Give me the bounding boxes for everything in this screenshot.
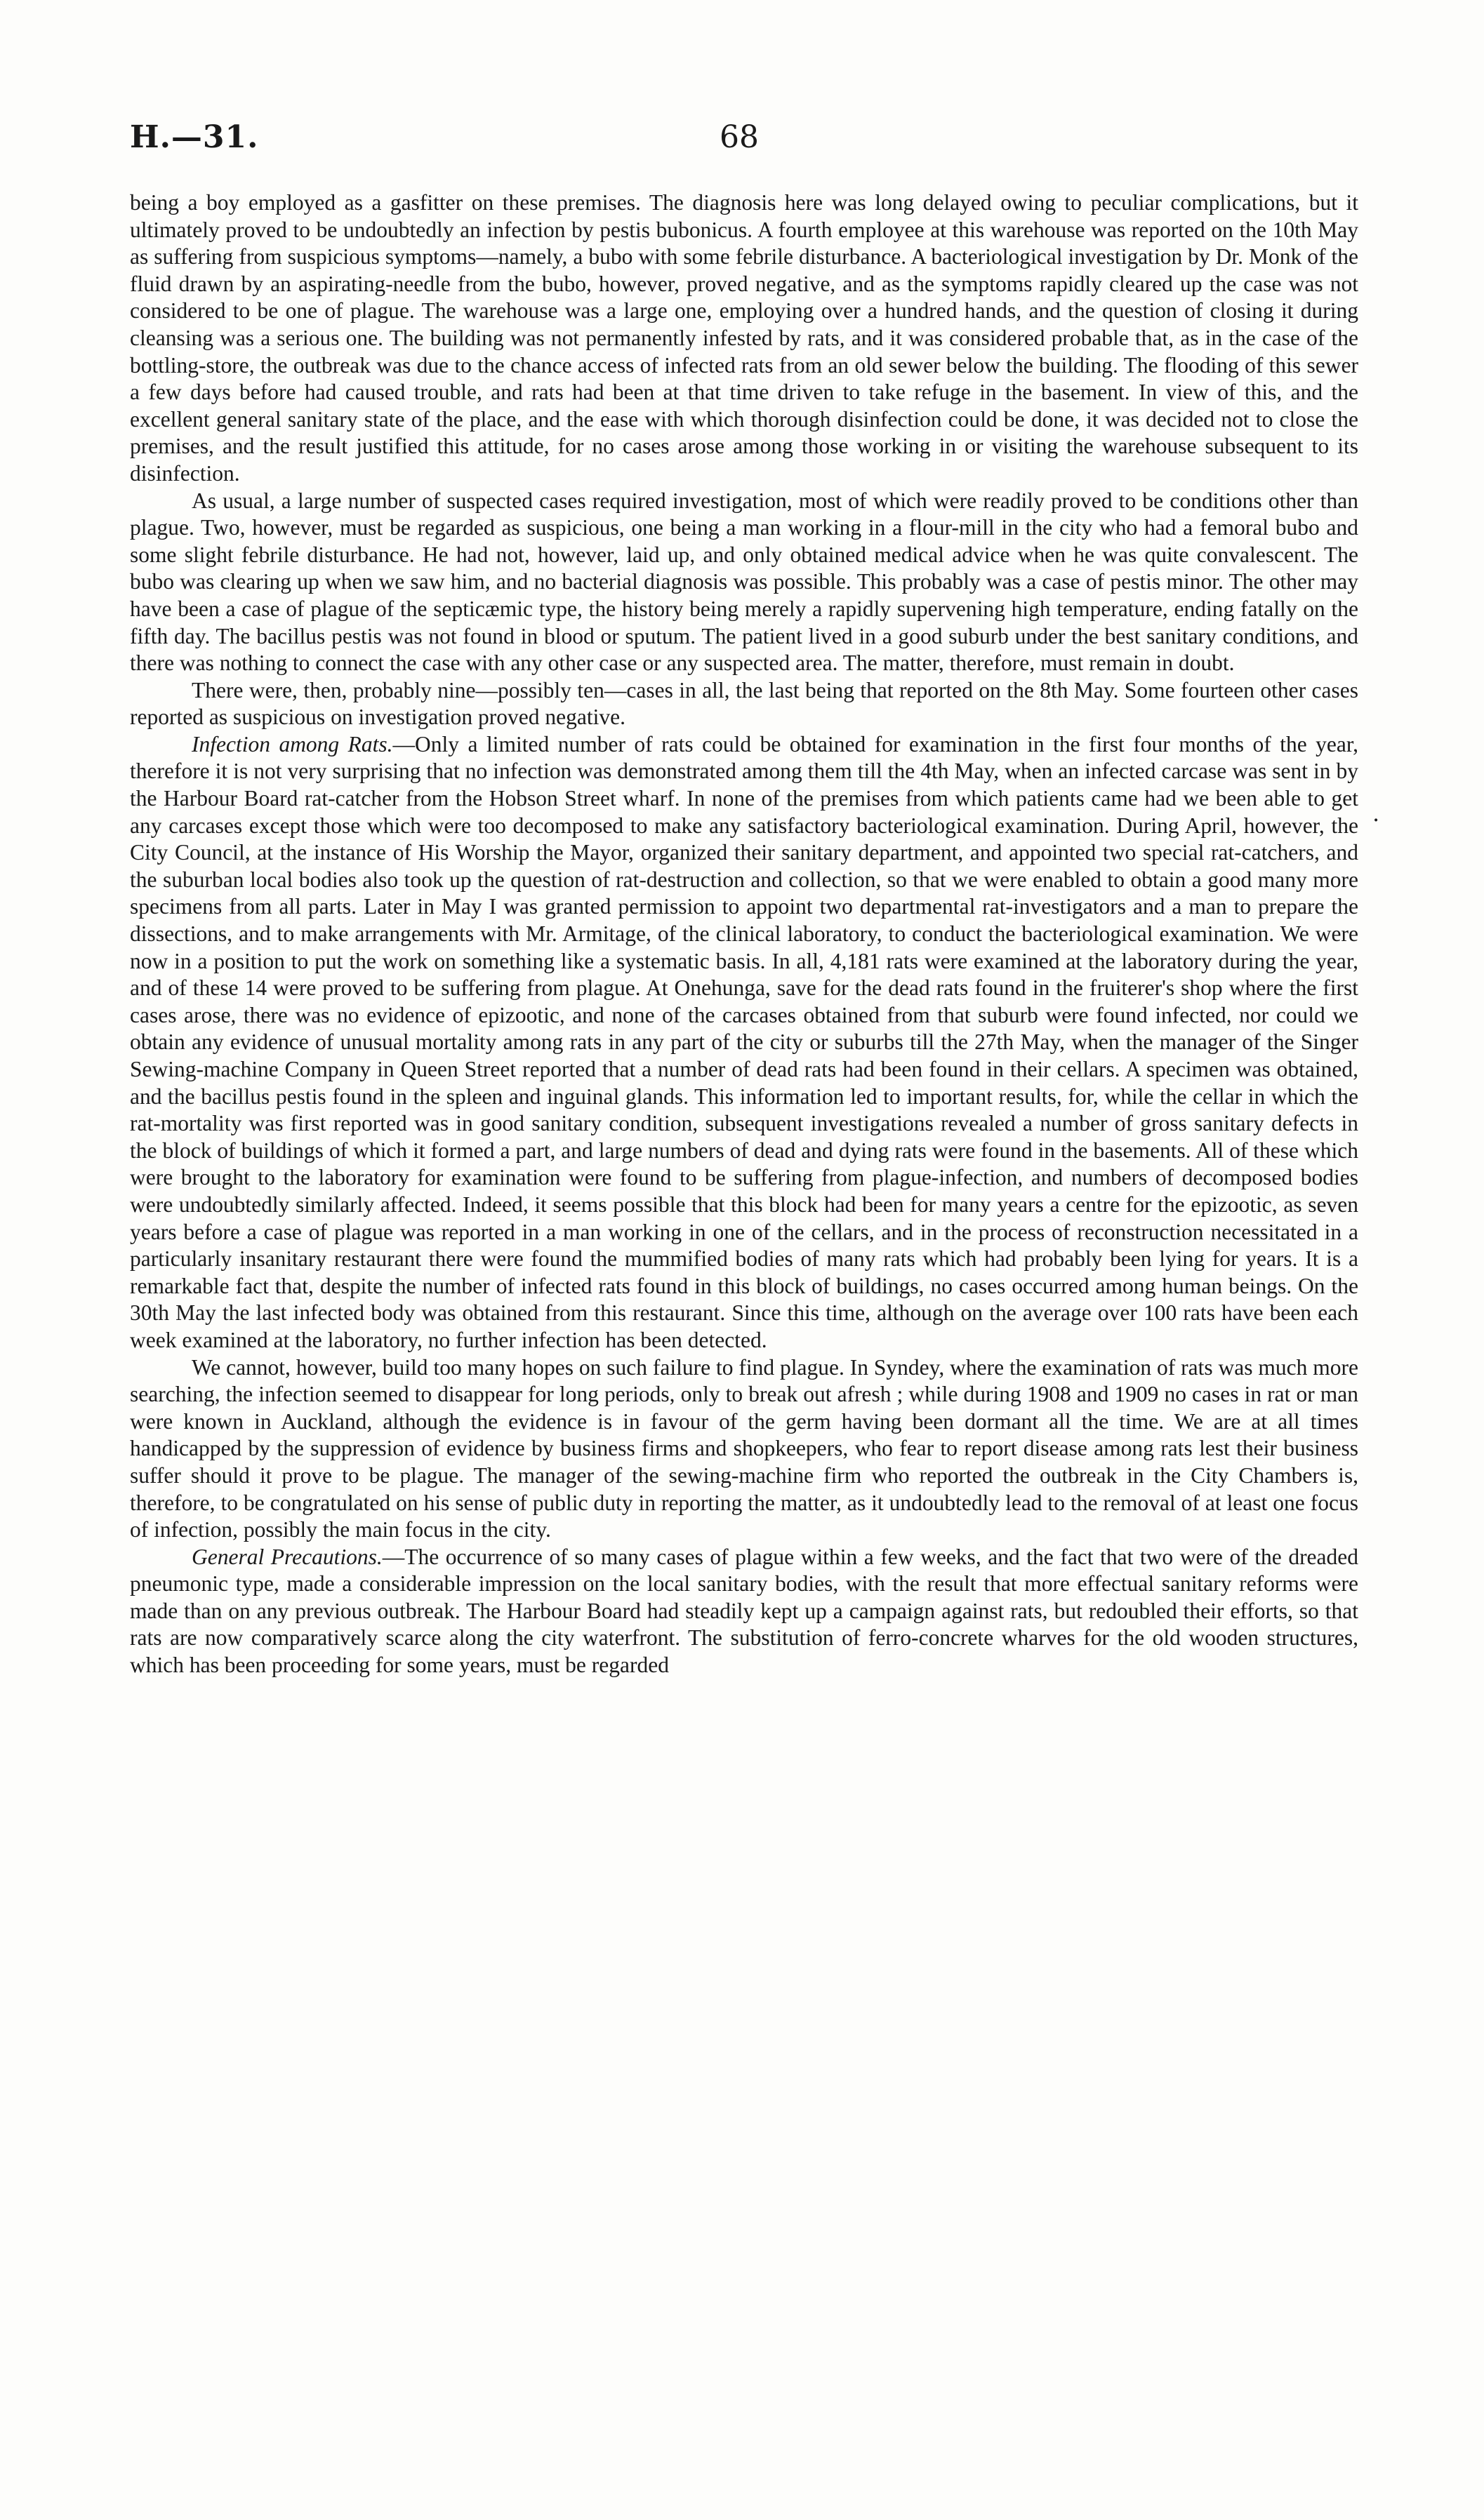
paragraph-failure-to-find-plague [130, 1354, 1358, 1544]
page-header [130, 119, 1358, 161]
paragraph-text: being a boy employed as a gasfitter on these premises. The diagnosis here was long delayed owing to peculiar complications, but it ultimately proved to be undoubtedly an infection by pestis bubonicus. A fourth employee at this warehouse was reported on the 10th May as suffering from suspicious symptoms—namely, a bubo with some febrile disturbance. A bacteriological investigation by Dr. Monk of the fluid drawn by an aspirating-needle from the bubo, however, proved negative, and as the symptoms rapidly cleared up the case was not considered to be one of plague. The warehouse was a large one, employing over a hundred hands, and the question of closing it during cleansing was a serious one. The building was not permanently infested by rats, and it was considered probable that, as in the case of the bottling-store, the outbreak was due to the chance access of infected rats from an old sewer below the building. The flooding of this sewer a few days before had caused trouble, and rats had been at that time driven to take refuge in the basement. In view of this, and the excellent general sanitary state of the place, and the ease with which thorough disinfection could be done, it was decided not to close the premises, and the result justified this attitude, for no cases arose among those working in or visiting the warehouse subsequent to its disinfection. [130, 190, 1358, 486]
paragraph-warehouse-case [130, 189, 1358, 488]
paragraph-general-precautions [130, 1544, 1358, 1679]
paragraph-text: As usual, a large number of suspected cases required investigation, most of which were readily proved to be conditions other than plague. Two, however, must be regarded as suspicious, one being a man working in a flour-mill in the city who had a femoral bubo and some slight febrile disturbance. He had not, however, laid up, and only obtained medical advice when he was quite convalescent. The bubo was clearing up when we saw him, and no bacterial diagnosis was possible. This probably was a case of pestis minor. The other may have been a case of plague of the septicæmic type, the history being merely a rapidly supervening high temperature, ending fatally on the fifth day. The bacillus pestis was not found in blood or sputum. The patient lived in a good suburb under the best sanitary conditions, and there was nothing to connect the case with any other case or any suspected area. The matter, therefore, must remain in doubt. [130, 488, 1358, 676]
paragraph-infection-among-rats [130, 731, 1358, 1354]
body-text [130, 189, 1358, 1679]
section-heading-infection-among-rats: Infection among Rats. [192, 731, 393, 756]
paragraph-text: We cannot, however, build too many hopes on such failure to find plague. In Syndey, where the examination of rats was much more searching, the infection seemed to disappear for long periods, only to break out afresh ; while during 1908 and 1909 no cases in rat or man were known in Auckland, although the evidence is in favour of the germ having been dormant all the time. We are at all times handicapped by the suppression of evidence by business firms and shopkeepers, who fear to report disease among rats lest their business suffer should it prove to be plague. The manager of the sewing-machine firm who reported the outbreak in the City Chambers is, therefore, to be congratulated on his sense of public duty in reporting the matter, as it undoubtedly lead to the removal of at least one focus of infection, possibly the main focus in the city. [130, 1354, 1358, 1542]
paragraph-text: There were, then, probably nine—possibly ten—cases in all, the last being that reported on the 8th May. Some fourteen other cases reported as suspicious on investigation proved negative. [130, 677, 1358, 730]
section-heading-general-precautions: General Precautions. [192, 1544, 383, 1569]
document-code: H.—31. [130, 119, 259, 155]
paragraph-case-count [130, 677, 1358, 731]
paragraph-text: —Only a limited number of rats could be obtained for examination in the first four months of the year, therefore it is not very surprising that no infection was demonstrated among them till the 4th May, when an infected carcase was sent in by the Harbour Board rat-catcher from the Hobson Street wharf. In none of the premises from which patients came had we been able to get any carcases except those which were too decomposed to make any satisfactory bacteriological examination. During April, however, the City Council, at the instance of His Worship the Mayor, organized their sanitary department, and appointed two special rat-catchers, and the suburban local bodies also took up the question of rat-destruction and collection, so that we were enabled to obtain a good many more specimens from all parts. Later in May I was granted permission to appoint two departmental rat-investigators and a man to prepare the dissections, and to make arrangements with Mr. Armitage, of the clinical laboratory, to conduct the bacteriological examination. We were now in a position to put the work on something like a systematic basis. In all, 4,181 rats were examined at the laboratory during the year, and of these 14 were proved to be suffering from plague. At Onehunga, save for the dead rats found in the fruiterer's shop where the first cases arose, there was no evidence of epizootic, and none of the carcases obtained from that suburb were found infected, nor could we obtain any evidence of unusual mortality among rats in any part of the city or suburbs till the 27th May, when the manager of the Singer Sewing-machine Company in Queen Street reported that a number of dead rats had been found in their cellars. A specimen was obtained, and the bacillus pestis found in the spleen and inguinal glands. This information led to important results, for, while the cellar in which the rat-mortality was first reported was in good sanitary condition, subsequent investigations revealed a number of gross sanitary defects in the block of buildings of which it formed a part, and large numbers of dead and dying rats were found in the basements. All of these which were brought to the laboratory for examination were found to be suffering from plague-infection, and numbers of decomposed bodies were undoubtedly similarly affected. Indeed, it seems possible that this block had been for many years a centre for the epizootic, as seven years before a case of plague was reported in a man working in one of the cellars, and in the process of reconstruction necessitated in a particularly insanitary restaurant there were found the mummified bodies of many rats which had probably been lying for years. It is a remarkable fact that, despite the number of infected rats found in this block of buildings, no cases occurred among human beings. On the 30th May the last infected body was obtained from this restaurant. Since this time, although on the average over 100 rats have been each week examined at the laboratory, no further infection has been detected. [130, 731, 1358, 1352]
page-number: 68 [720, 119, 759, 155]
paragraph-text: —The occurrence of so many cases of plague within a few weeks, and the fact that two were of the dreaded pneumonic type, made a considerable impression on the local sanitary bodies, with the result that more effectual sanitary reforms were made than on any previous outbreak. The Harbour Board had steadily kept up a campaign against rats, but redoubled their efforts, so that rats are now comparatively scarce along the city waterfront. The substitution of ferro-concrete wharves for the old wooden structures, which has been proceeding for some years, must be regarded [130, 1544, 1358, 1678]
margin-mark: . [1372, 800, 1380, 827]
paragraph-suspected-cases [130, 488, 1358, 677]
